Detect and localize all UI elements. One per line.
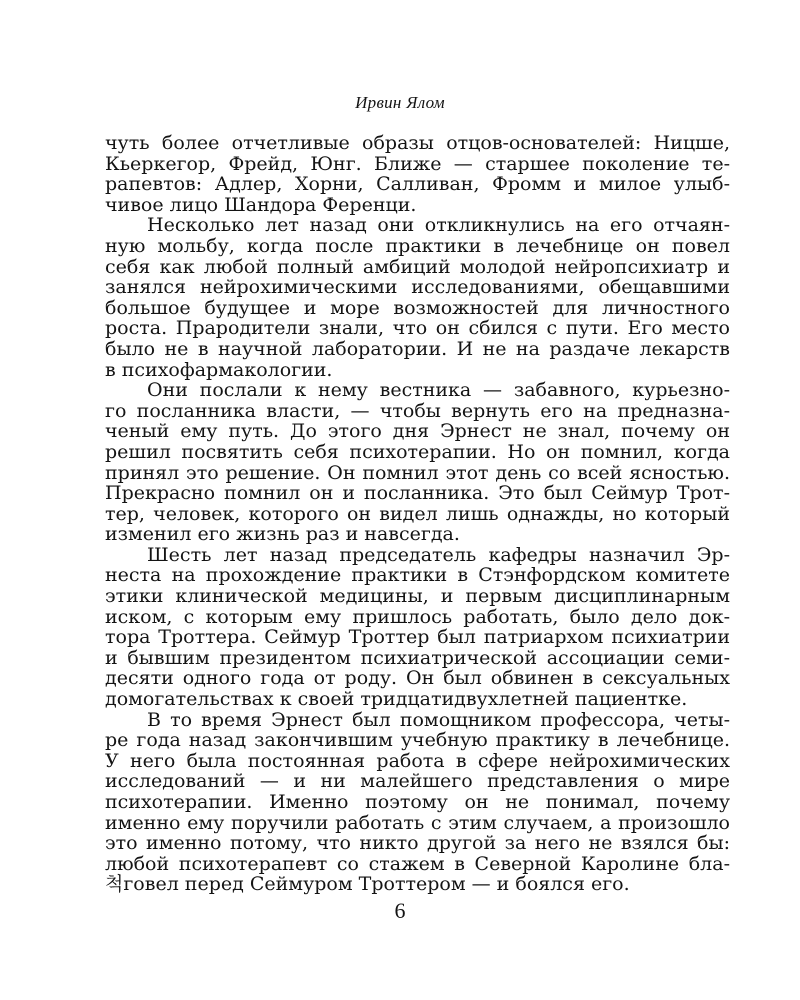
text-line: большое будущее и море возможностей для личностного (105, 296, 730, 319)
text-line: Прекрасно помнил он и посланника. Это был Сеймур Трот- (105, 482, 730, 505)
text-line: десяти одного года от роду. Он был обвинен в сексуальных (105, 667, 730, 690)
text-line: принял это решение. Он помнил этот день со всей ясностью. (105, 461, 730, 484)
paragraph-first-line: В то время Эрнест был помощником профессора, четы- (147, 708, 730, 731)
text-line: любой психотерапевт со стажем в Северной Каролине бла- (105, 852, 730, 875)
text-line: именно ему поручили работать с этим случаем, а произошло (105, 811, 730, 834)
text-line: психотерапии. Именно поэтому он не понимал, почему (105, 791, 730, 813)
text-line: чуть более отчетливые образы отцов-основателей: Ницше, (105, 132, 730, 154)
text-line: и бывшим президентом психиатрической ассоциации семи- (105, 646, 730, 669)
text-line: ченый ему путь. До этого дня Эрнест не знал, почему он (105, 420, 730, 443)
text-line: в психофармакологии. (105, 358, 333, 381)
text-line: себя как любой полный амбиций молодой нейропсихиатр и (105, 255, 730, 278)
body-text (105, 133, 730, 895)
page-number: 6 (394, 898, 406, 923)
text-line: неста на прохождение практики в Стэнфордском комитете (105, 564, 730, 587)
text-line: роста. Прародители знали, что он сбился с пути. Его место (105, 317, 730, 340)
paragraph-first-line: Они послали к нему вестника — забавного, курьезно- (147, 379, 730, 402)
text-line: тер, человек, которого он видел лишь однажды, но который (105, 502, 730, 525)
text-line: го посланника власти, — чтобы вернуть его на предназна- (105, 399, 730, 422)
text-line: изменил его жизнь раз и навсегда. (105, 523, 460, 546)
paragraph-first-line: Шесть лет назад председатель кафедры назначил Эр- (147, 543, 730, 566)
text-line: ную мольбу, когда после практики в лечебнице он повел (105, 234, 730, 257)
text-line: У него была постоянная работа в сфере нейрохимических (105, 749, 730, 772)
text-line: домогательствах к своей тридцатидвухлетней пациентке. (105, 688, 688, 711)
text-line: это именно потому, что никто другой за него не взялся бы: (105, 832, 730, 855)
text-line: 척говел перед Сеймуром Троттером — и боялся его. (105, 873, 630, 896)
text-line: занялся нейрохимическими исследованиями, обещавшими (105, 276, 730, 299)
text-line: тора Троттера. Сеймур Троттер был патриархом психиатрии (105, 626, 730, 649)
text-line: исследований — и ни малейшего представления о мире (105, 770, 730, 793)
text-line: решил посвятить себя психотерапии. Но он помнил, когда (105, 440, 730, 463)
text-line: рапевтов: Адлер, Хорни, Салливан, Фромм и милое улыб- (105, 173, 730, 196)
text-line: Кьеркегор, Фрейд, Юнг. Ближе — старшее поколение те- (105, 152, 730, 175)
text-line: этики клинической медицины, и первым дисциплинарным (105, 585, 730, 608)
text-line: чивое лицо Шандора Ференци. (105, 193, 417, 216)
running-head-author: Ирвин Ялом (355, 93, 445, 112)
text-line: ре года назад закончившим учебную практику в лечебнице. (105, 729, 730, 752)
paragraph-first-line: Несколько лет назад они откликнулись на его отчаян- (147, 214, 730, 237)
text-line: иском, с которым ему пришлось работать, было дело док- (105, 605, 730, 628)
text-line: было не в научной лаборатории. И не на раздаче лекарств (105, 337, 730, 360)
